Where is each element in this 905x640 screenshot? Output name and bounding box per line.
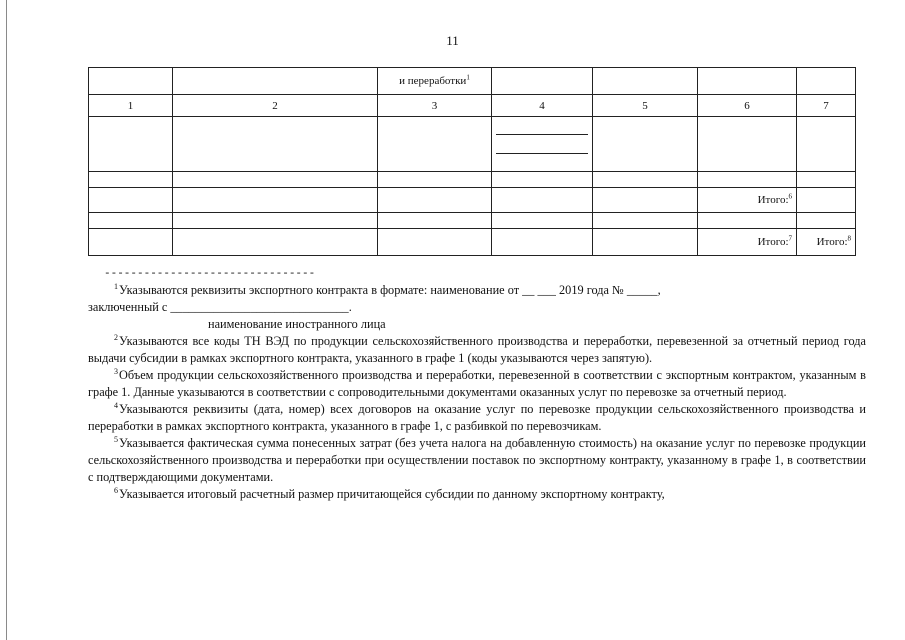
column-number: 1 [89,95,173,117]
table-row [89,213,856,229]
footnote-5: $^5$Указывается фактическая сумма понесенных затрат (без учета налога на добавленную стоимость) на оказание услуг по перевозке продукции сельскохозяйственного производства и переработки при осуществлении поставок по экспортному контракту, указанному в графе 1, в соответствии с подтверждающими документами. [88,434,866,484]
column-number: 4 [492,95,593,117]
table-cell [378,117,492,172]
footnote-4: $^4$Указываются реквизиты (дата, номер) всех договоров на оказание услуг по перевозке продукции сельскохозяйственного производства и переработки в рамках экспортного контракта, указанного в графе 1, с разбивкой по перевозчикам. [88,400,866,433]
column-number: 5 [593,95,698,117]
table-cell [173,68,378,95]
table-cell [89,117,173,172]
footnote-1-caption: наименование иностранного лица [208,317,386,331]
column-number: 2 [173,95,378,117]
table-cell [593,117,698,172]
table-cell [492,68,593,95]
column-number: 3 [378,95,492,117]
table-cell [89,68,173,95]
footnote-1: $^1$Указываются реквизиты экспортного контракта в формате: наименование от __ ___ 2019 года № _____, [114,281,661,297]
table-row [89,117,856,172]
column-number: 7 [797,95,856,117]
footnotes [88,282,866,503]
table-cell-split [492,117,593,172]
footnote-1-line2: заключенный с _____________________________. [88,300,352,314]
total-8-cell: Итого:$^8$ [797,229,856,256]
footnote-separator: -------------------------------- [104,268,316,280]
total-7-cell: Итого:$^7$ [698,229,797,256]
table-cell [698,117,797,172]
column-number: 6 [698,95,797,117]
table-cell [797,68,856,95]
page-left-edge-rule [6,0,7,640]
table-total-row-1 [89,188,856,213]
table-cell [593,68,698,95]
page-number: 11 [446,33,459,48]
table-cell [173,117,378,172]
footnote-3: $^3$Объем продукции сельскохозяйственного производства и переработки, перевезенной в соответствии с экспортным контрактом, указанным в графе 1. Данные указываются в соответствии с сопроводительными документами оказанных услуг по перевозке за отчетный период. [88,366,866,399]
total-6-cell: Итого:$^6$ [698,188,797,213]
table-column-numbers-row [89,95,856,117]
footnote-6: $^6$Указывается итоговый расчетный размер причитающейся субсидии по данному экспортному контракту, [114,485,665,501]
table-cell [698,68,797,95]
table-total-row-2 [89,229,856,256]
table-header-cell-col3: и переработки$^1$ [378,68,492,95]
footnote-2: $^2$Указываются все коды ТН ВЭД по продукции сельскохозяйственного производства и переработки, перевезенной за отчетный период года выдачи субсидии в рамках экспортного контракта, указанного в графе 1 (коды указываются через запятую). [88,332,866,365]
table-header-row [89,68,856,95]
subsidy-table [88,67,856,256]
table-cell [797,117,856,172]
table-row [89,172,856,188]
